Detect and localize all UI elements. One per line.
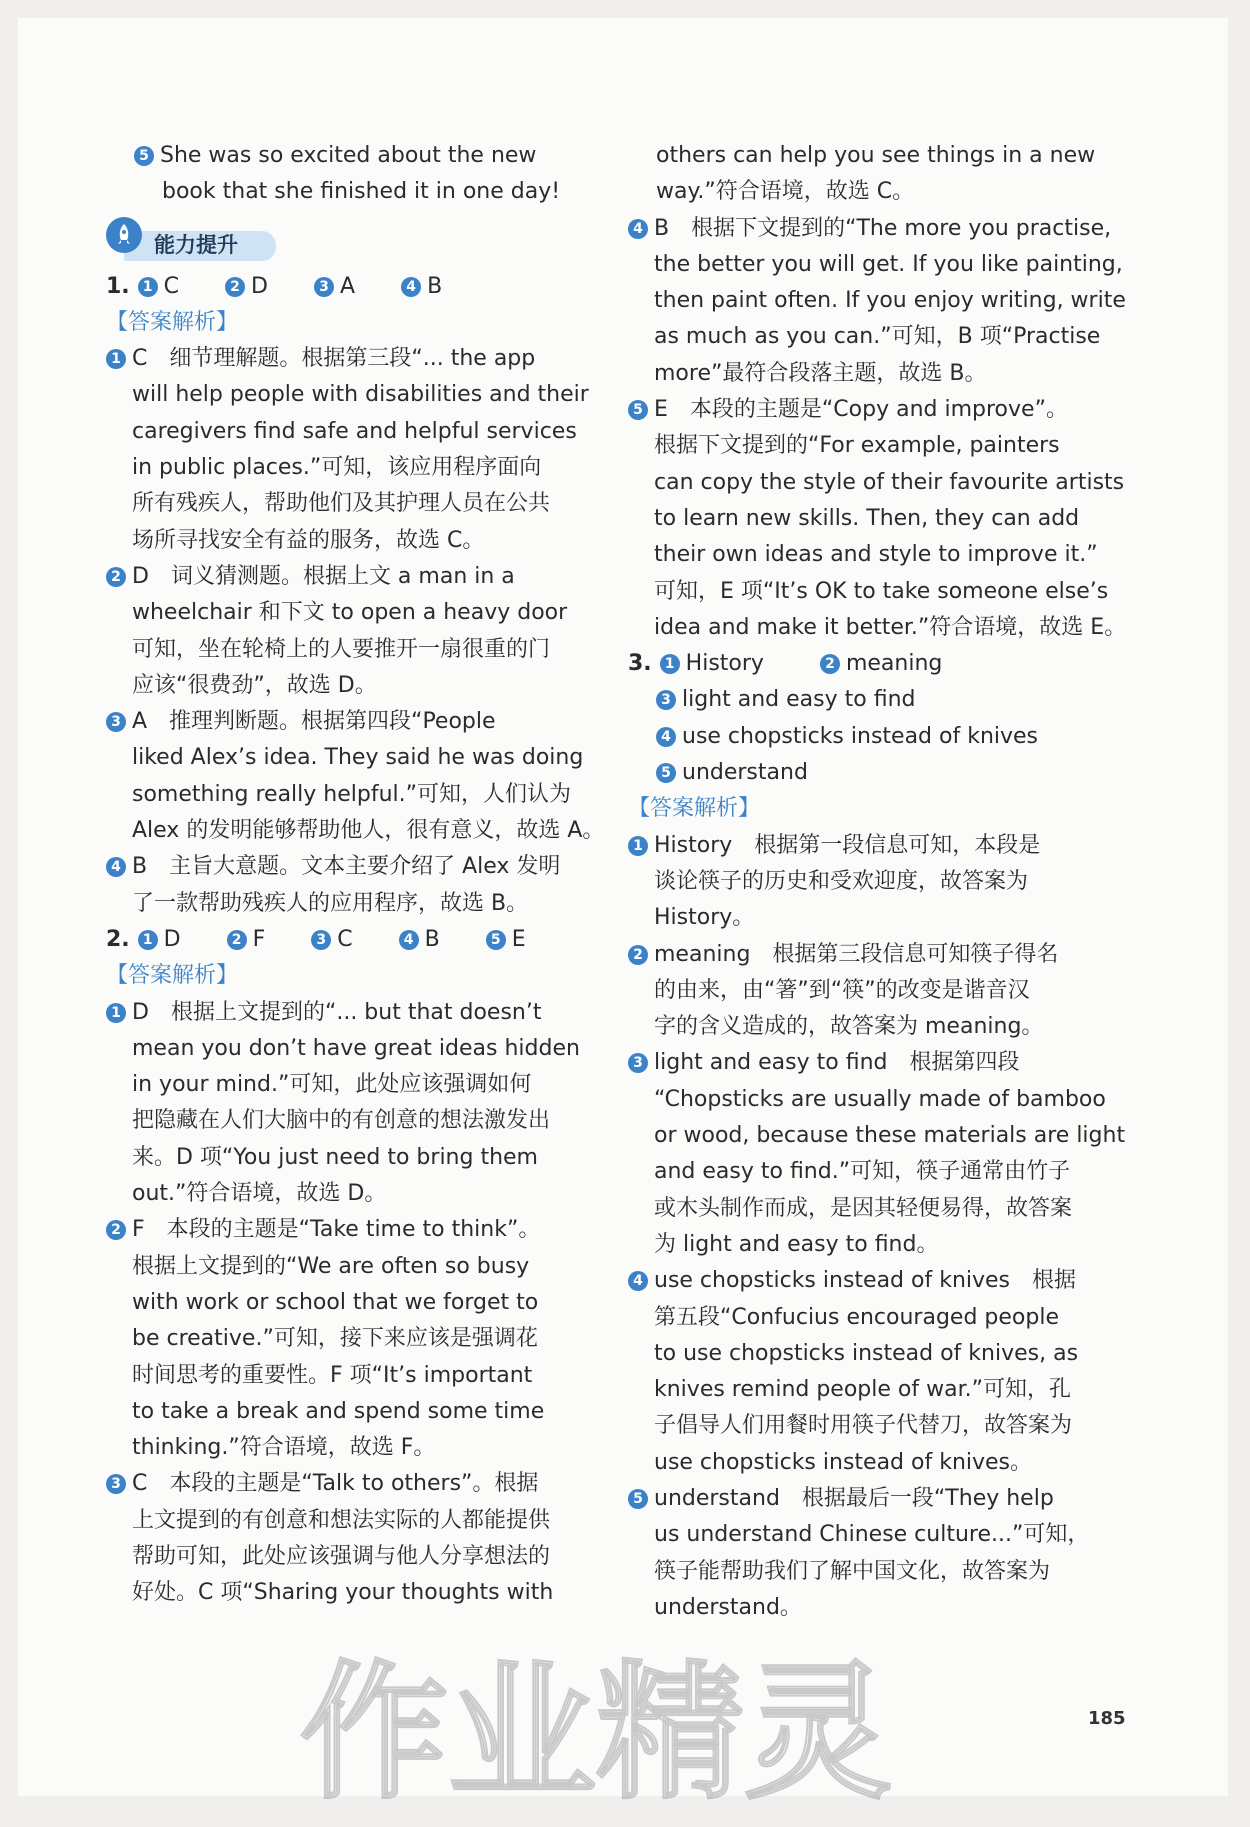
analysis-text: be creative.”可知，接下来应该是强调花 bbox=[132, 1326, 538, 1352]
analysis-line bbox=[628, 465, 1128, 501]
analysis-line bbox=[106, 377, 606, 413]
text: She was so excited about the new bbox=[160, 143, 537, 168]
question-number: 2. bbox=[106, 926, 130, 952]
analysis-line bbox=[628, 1154, 1128, 1190]
page bbox=[18, 18, 1228, 1796]
analysis-line bbox=[628, 319, 1128, 355]
analysis-text: will help people with disabilities and their bbox=[132, 382, 589, 408]
analysis-text: D 根据上文提到的“... but that doesn’t bbox=[132, 999, 542, 1025]
analysis-line bbox=[106, 523, 606, 559]
analysis-line bbox=[106, 1249, 606, 1285]
item-number-badge: 3 bbox=[656, 690, 676, 710]
analysis-line bbox=[106, 1430, 606, 1466]
answer-letter: C bbox=[337, 926, 353, 952]
item-number-badge: 5 bbox=[486, 930, 506, 950]
analysis-text: C 本段的主题是“Talk to others”。根据 bbox=[132, 1471, 539, 1497]
analysis-line bbox=[628, 900, 1128, 936]
analysis-line bbox=[628, 211, 1128, 247]
analysis-line bbox=[106, 486, 606, 522]
left-column bbox=[106, 138, 606, 1612]
item-number-badge: 5 bbox=[628, 400, 648, 420]
analysis-line bbox=[106, 559, 606, 595]
analysis-line bbox=[628, 1372, 1128, 1408]
analysis-line bbox=[628, 1590, 1128, 1626]
item-number-badge: 2 bbox=[227, 930, 247, 950]
analysis-line bbox=[106, 777, 606, 813]
analysis-line bbox=[628, 392, 1128, 428]
analysis-text: as much as you can.”可知，B 项“Practise bbox=[654, 324, 1101, 350]
right-column bbox=[628, 138, 1128, 1626]
analysis-line bbox=[106, 995, 606, 1031]
analysis-text: their own ideas and style to improve it.” bbox=[654, 542, 1098, 568]
item-number-badge: 2 bbox=[820, 654, 840, 674]
rocket-icon bbox=[106, 217, 142, 253]
analysis-line bbox=[106, 1539, 606, 1575]
analysis-text: 应该“很费劲”，故选 D。 bbox=[132, 672, 377, 698]
answer-letter: C bbox=[163, 273, 180, 299]
q3-answer-line bbox=[628, 755, 1128, 791]
analysis-text: us understand Chinese culture...”可知， bbox=[654, 1522, 1090, 1548]
item-number-badge: 2 bbox=[106, 1220, 126, 1240]
item-number-badge: 3 bbox=[314, 277, 334, 297]
answer-letter: B bbox=[427, 273, 443, 299]
analysis-text: to use chopsticks instead of knives, as bbox=[654, 1340, 1079, 1366]
analysis-line bbox=[628, 574, 1128, 610]
analysis-line bbox=[628, 1227, 1128, 1263]
analysis-heading: 【答案解析】 bbox=[106, 309, 239, 335]
answer-letter: F bbox=[252, 926, 266, 952]
item-number-badge: 3 bbox=[106, 712, 126, 732]
analysis-line bbox=[106, 1575, 606, 1611]
analysis-line bbox=[106, 341, 606, 377]
analysis-text: or wood, because these materials are light bbox=[654, 1123, 1126, 1149]
intro-line-2: book that she finished it in one day! bbox=[162, 179, 561, 205]
analysis-text: 或木头制作而成，是因其轻便易得，故答案 bbox=[654, 1195, 1073, 1221]
item-number-badge: 3 bbox=[628, 1053, 648, 1073]
analysis-text: can copy the style of their favourite artists bbox=[654, 469, 1125, 495]
analysis-line bbox=[628, 1445, 1128, 1481]
analysis-line bbox=[106, 813, 606, 849]
item-number-badge: 4 bbox=[628, 219, 648, 239]
q2-answers bbox=[106, 922, 606, 958]
item-number-badge: 1 bbox=[106, 349, 126, 369]
question-number: 1. bbox=[106, 273, 130, 299]
analysis-text: F 本段的主题是“Take time to think”。 bbox=[132, 1217, 541, 1243]
analysis-line bbox=[106, 1394, 606, 1430]
analysis-text: to learn new skills. Then, they can add bbox=[654, 505, 1080, 531]
analysis-text: 根据上文提到的“We are often so busy bbox=[132, 1253, 530, 1279]
item-number-badge: 4 bbox=[106, 857, 126, 877]
analysis-text: 根据下文提到的“For example, painters bbox=[654, 433, 1060, 459]
analysis-text: 为 light and easy to find。 bbox=[654, 1231, 939, 1257]
analysis-line bbox=[106, 1212, 606, 1248]
analysis-line bbox=[628, 1263, 1128, 1299]
analysis-text: 来。D 项“You just need to bring them bbox=[132, 1144, 538, 1170]
answer: meaning bbox=[845, 651, 943, 677]
analysis-line bbox=[628, 1481, 1128, 1517]
analysis-text: D 词义猜测题。根据上文 a man in a bbox=[132, 563, 515, 589]
item-number-badge: 2 bbox=[106, 567, 126, 587]
analysis-line bbox=[106, 1140, 606, 1176]
answer-letter: D bbox=[163, 926, 181, 952]
answer: use chopsticks instead of knives bbox=[682, 723, 1039, 749]
analysis-text: 上文提到的有创意和想法实际的人都能提供 bbox=[132, 1507, 551, 1533]
analysis-text: C 细节理解题。根据第三段“... the app bbox=[132, 346, 536, 372]
analysis-line bbox=[106, 1503, 606, 1539]
analysis-line bbox=[628, 973, 1128, 1009]
page-number: 185 bbox=[1088, 1708, 1126, 1729]
analysis-line bbox=[628, 1082, 1128, 1118]
item-number-badge: 2 bbox=[225, 277, 245, 297]
answer-letter: D bbox=[251, 273, 268, 299]
analysis-text: to take a break and spend some time bbox=[132, 1398, 545, 1424]
analysis-text: something really helpful.”可知，人们认为 bbox=[132, 781, 572, 807]
analysis-text: knives remind people of war.”可知，孔 bbox=[654, 1377, 1072, 1403]
analysis-line bbox=[628, 1045, 1128, 1081]
item-number-badge: 1 bbox=[660, 654, 680, 674]
item-number-badge: 4 bbox=[399, 930, 419, 950]
analysis-line bbox=[106, 632, 606, 668]
analysis-text: meaning 根据第三段信息可知筷子得名 bbox=[654, 941, 1059, 967]
analysis-text: History。 bbox=[654, 905, 755, 931]
analysis-text: 帮助可知，此处应该强调与他人分享想法的 bbox=[132, 1543, 551, 1569]
analysis-text: B 主旨大意题。文本主要介绍了 Alex 发明 bbox=[132, 854, 561, 880]
analysis-text: the better you will get. If you like painting, bbox=[654, 251, 1123, 277]
analysis-text: then paint often. If you enjoy writing, write bbox=[654, 288, 1126, 314]
answer-letter: E bbox=[511, 926, 526, 952]
item-number-badge: 4 bbox=[656, 727, 676, 747]
analysis-text: 筷子能帮助我们了解中国文化，故答案为 bbox=[654, 1558, 1051, 1584]
answer: understand bbox=[682, 760, 808, 786]
section-title: 能力提升 bbox=[154, 232, 238, 257]
analysis-text: Alex 的发明能够帮助他人，很有意义，故选 A。 bbox=[132, 818, 605, 844]
analysis-list bbox=[106, 341, 606, 922]
analysis-text: 可知，坐在轮椅上的人要推开一扇很重的门 bbox=[132, 636, 551, 662]
answer-letter: B bbox=[424, 926, 440, 952]
analysis-text: understand。 bbox=[654, 1594, 802, 1620]
item-number-badge: 4 bbox=[401, 277, 421, 297]
analysis-text: in public places.”可知，该应用程序面向 bbox=[132, 455, 542, 481]
analysis-line bbox=[628, 537, 1128, 573]
analysis-text: 所有残疾人，帮助他们及其护理人员在公共 bbox=[132, 491, 551, 517]
analysis-text: History 根据第一段信息可知，本段是 bbox=[654, 832, 1041, 858]
analysis-line bbox=[106, 1466, 606, 1502]
analysis-text: B 根据下文提到的“The more you practise, bbox=[654, 215, 1112, 241]
analysis-line bbox=[628, 1336, 1128, 1372]
continued-line: others can help you see things in a new bbox=[656, 143, 1096, 168]
analysis-line bbox=[628, 1191, 1128, 1227]
analysis-text: thinking.”符合语境，故选 F。 bbox=[132, 1435, 436, 1461]
analysis-line bbox=[106, 1067, 606, 1103]
analysis-line bbox=[106, 704, 606, 740]
analysis-line bbox=[628, 828, 1128, 864]
analysis-text: mean you don’t have great ideas hidden bbox=[132, 1035, 580, 1061]
q3-answers bbox=[628, 646, 1128, 682]
item-number-badge: 1 bbox=[138, 277, 158, 297]
analysis-line bbox=[628, 1517, 1128, 1553]
analysis-line bbox=[106, 886, 606, 922]
item-number-badge: 5 bbox=[134, 146, 154, 166]
item-number-badge: 1 bbox=[106, 1003, 126, 1023]
analysis-text: 好处。C 项“Sharing your thoughts with bbox=[132, 1580, 554, 1606]
analysis-line bbox=[628, 1408, 1128, 1444]
item-number-badge: 1 bbox=[138, 930, 158, 950]
item-number-badge: 1 bbox=[628, 836, 648, 856]
analysis-heading: 【答案解析】 bbox=[628, 796, 761, 822]
analysis-text: 可知，E 项“It’s OK to take someone else’s bbox=[654, 578, 1109, 604]
analysis-text: in your mind.”可知，此处应该强调如何 bbox=[132, 1072, 532, 1098]
analysis-text: use chopsticks instead of knives。 bbox=[654, 1449, 1033, 1475]
analysis-line bbox=[628, 501, 1128, 537]
analysis-text: liked Alex’s idea. They said he was doing bbox=[132, 745, 584, 771]
analysis-text: 的由来，由“箸”到“筷”的改变是谐音汉 bbox=[654, 977, 1030, 1003]
analysis-line bbox=[106, 1321, 606, 1357]
answer-letter: A bbox=[340, 273, 356, 299]
analysis-text: 场所寻找安全有益的服务，故选 C。 bbox=[132, 527, 485, 553]
analysis-text: with work or school that we forget to bbox=[132, 1289, 539, 1315]
q3-answer-line bbox=[628, 682, 1128, 718]
analysis-line bbox=[106, 1285, 606, 1321]
item-number-badge: 5 bbox=[656, 763, 676, 783]
analysis-line bbox=[628, 247, 1128, 283]
analysis-list bbox=[628, 211, 1128, 647]
item-number-badge: 4 bbox=[628, 1271, 648, 1291]
analysis-line bbox=[628, 283, 1128, 319]
analysis-line bbox=[628, 428, 1128, 464]
intro-line-1 bbox=[106, 138, 606, 174]
analysis-text: idea and make it better.”符合语境，故选 E。 bbox=[654, 614, 1127, 640]
analysis-text: out.”符合语境，故选 D。 bbox=[132, 1181, 387, 1207]
analysis-text: 字的含义造成的，故答案为 meaning。 bbox=[654, 1014, 1044, 1040]
analysis-line bbox=[106, 1358, 606, 1394]
analysis-line bbox=[628, 1009, 1128, 1045]
analysis-text: understand 根据最后一段“They help bbox=[654, 1485, 1054, 1511]
analysis-line bbox=[106, 668, 606, 704]
q3-answer-line bbox=[628, 719, 1128, 755]
analysis-line bbox=[628, 1300, 1128, 1336]
analysis-line bbox=[106, 414, 606, 450]
analysis-text: caregivers find safe and helpful services bbox=[132, 418, 577, 444]
continued-line: way.”符合语境，故选 C。 bbox=[656, 179, 915, 205]
analysis-text: 时间思考的重要性。F 项“It’s important bbox=[132, 1362, 533, 1388]
analysis-text: 了一款帮助残疾人的应用程序，故选 B。 bbox=[132, 890, 529, 916]
section-header bbox=[106, 215, 606, 269]
analysis-heading: 【答案解析】 bbox=[106, 963, 239, 989]
analysis-list bbox=[628, 828, 1128, 1627]
analysis-line bbox=[628, 1554, 1128, 1590]
answer: History bbox=[685, 651, 764, 677]
analysis-line bbox=[628, 610, 1128, 646]
analysis-text: wheelchair 和下文 to open a heavy door bbox=[132, 600, 568, 626]
answer: light and easy to find bbox=[682, 687, 916, 713]
item-number-badge: 3 bbox=[106, 1474, 126, 1494]
analysis-text: and easy to find.”可知，筷子通常由竹子 bbox=[654, 1159, 1071, 1185]
analysis-line bbox=[106, 595, 606, 631]
analysis-line bbox=[106, 1103, 606, 1139]
analysis-line bbox=[628, 1118, 1128, 1154]
analysis-text: use chopsticks instead of knives 根据 bbox=[654, 1268, 1077, 1294]
analysis-text: 子倡导人们用餐时用筷子代替刀，故答案为 bbox=[654, 1413, 1073, 1439]
analysis-text: “Chopsticks are usually made of bamboo bbox=[654, 1086, 1106, 1112]
analysis-line bbox=[106, 1176, 606, 1212]
analysis-text: light and easy to find 根据第四段 bbox=[654, 1050, 1020, 1076]
analysis-text: more”最符合段落主题，故选 B。 bbox=[654, 360, 987, 386]
analysis-text: E 本段的主题是“Copy and improve”。 bbox=[654, 397, 1068, 423]
analysis-line bbox=[628, 356, 1128, 392]
analysis-line bbox=[106, 1031, 606, 1067]
question-number: 3. bbox=[628, 651, 652, 677]
item-number-badge: 3 bbox=[311, 930, 331, 950]
item-number-badge: 2 bbox=[628, 945, 648, 965]
analysis-line bbox=[106, 450, 606, 486]
analysis-text: 谈论筷子的历史和受欢迎度，故答案为 bbox=[654, 868, 1029, 894]
analysis-line bbox=[628, 937, 1128, 973]
q1-answers bbox=[106, 269, 606, 305]
analysis-line bbox=[106, 740, 606, 776]
analysis-text: A 推理判断题。根据第四段“People bbox=[132, 709, 496, 735]
analysis-text: 把隐藏在人们大脑中的有创意的想法激发出 bbox=[132, 1108, 551, 1134]
analysis-list bbox=[106, 995, 606, 1612]
item-number-badge: 5 bbox=[628, 1489, 648, 1509]
analysis-text: 第五段“Confucius encouraged people bbox=[654, 1304, 1059, 1330]
analysis-line bbox=[628, 864, 1128, 900]
analysis-line bbox=[106, 849, 606, 885]
